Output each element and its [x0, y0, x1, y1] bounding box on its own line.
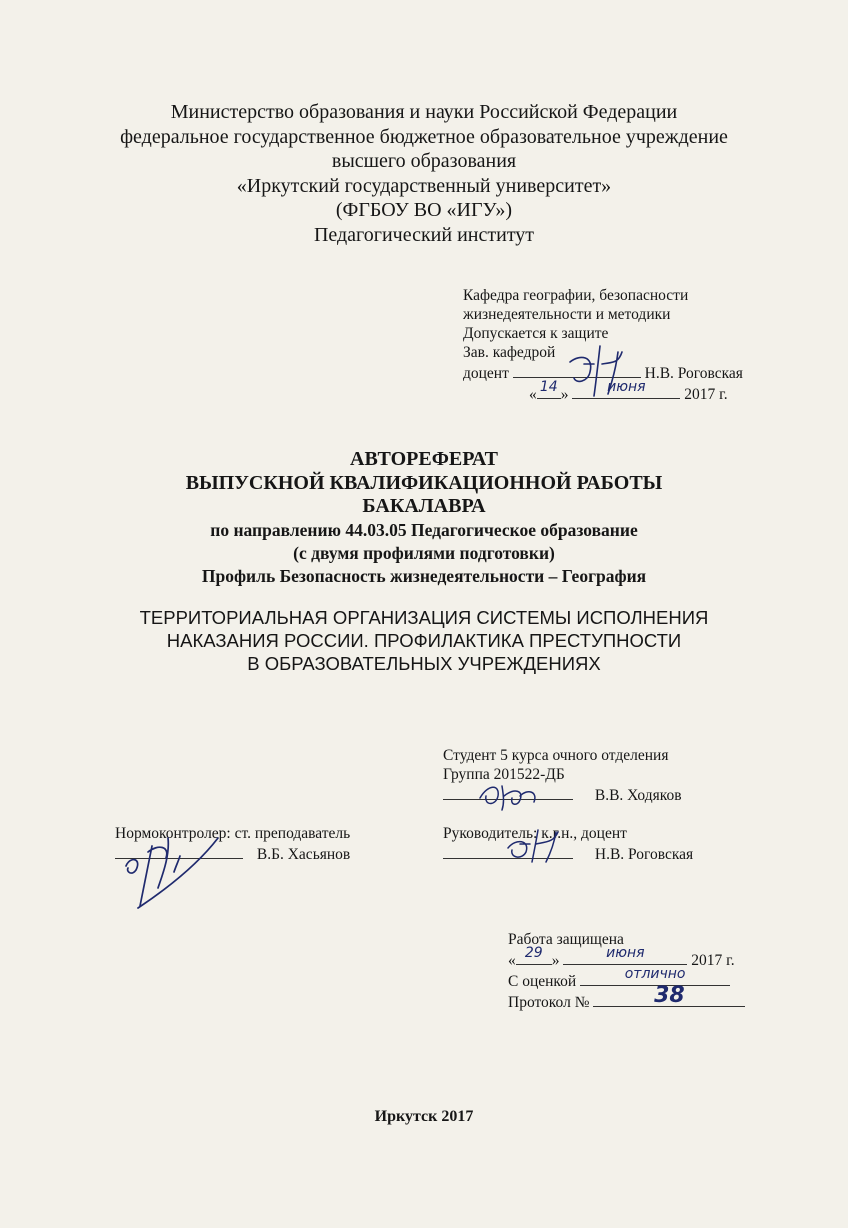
- thesis-topic: [0, 606, 848, 675]
- quote-close: »: [551, 952, 560, 969]
- grade-handwritten: отлично: [624, 966, 686, 982]
- protocol-line: [508, 983, 768, 1012]
- head-name: Н.В. Роговская: [644, 365, 743, 382]
- advisor-label: Руководитель: к.г.н., доцент: [443, 825, 627, 842]
- department-line-1: Кафедра географии, безопасности: [463, 287, 689, 304]
- approval-year: 2017 г.: [684, 386, 728, 403]
- student-name: В.В. Ходяков: [594, 787, 682, 804]
- day-handwritten: 14: [539, 379, 558, 395]
- head-of-department-label: Зав. кафедрой: [463, 344, 556, 361]
- university-abbr: (ФГБОУ ВО «ИГУ»): [335, 199, 513, 221]
- direction-line: по направлению 44.03.05 Педагогическое образование: [210, 520, 638, 540]
- quote-close: »: [560, 386, 569, 403]
- student-course-line: Студент 5 курса очного отделения: [443, 747, 669, 764]
- student-group-line: Группа 201522-ДБ: [443, 766, 565, 783]
- document-title: [0, 448, 848, 519]
- title-line-1: АВТОРЕФЕРАТ: [350, 448, 498, 470]
- title-line-2: ВЫПУСКНОЙ КВАЛИФИКАЦИОННОЙ РАБОТЫ: [185, 471, 663, 494]
- advisor-block: [443, 824, 743, 864]
- topic-line-1: ТЕРРИТОРИАЛЬНАЯ ОРГАНИЗАЦИЯ СИСТЕМЫ ИСПОЛНЕНИЯ: [139, 607, 709, 628]
- quote-open: «: [508, 952, 516, 969]
- profile-name-line: Профиль Безопасность жизнедеятельности – География: [201, 566, 647, 586]
- institute-name: Педагогический институт: [313, 223, 535, 246]
- protocol-label: Протокол №: [508, 994, 590, 1011]
- institution-type-line: федеральное государственное бюджетное образовательное учреждение: [120, 125, 728, 148]
- title-line-3: БАКАЛАВРА: [362, 495, 486, 517]
- defense-title: Работа защищена: [508, 931, 624, 948]
- education-level-line: высшего образования: [331, 150, 517, 172]
- admission-line: Допускается к защите: [463, 325, 609, 342]
- defense-block: [508, 930, 768, 1012]
- normcontrol-name: В.Б. Хасьянов: [256, 846, 351, 863]
- advisor-signature-icon: [500, 826, 570, 864]
- month-handwritten: июня: [607, 379, 646, 395]
- grade-label: С оценкой: [508, 973, 577, 990]
- topic-line-3: В ОБРАЗОВАТЕЛЬНЫХ УЧРЕЖДЕНИЯХ: [247, 653, 601, 674]
- advisor-signature-line: [443, 843, 743, 864]
- defense-year: 2017 г.: [691, 952, 735, 969]
- protocol-handwritten: 38: [654, 983, 685, 1008]
- day-blank: [537, 379, 561, 399]
- defense-day-handwritten: 29: [524, 945, 543, 961]
- head-role: доцент: [463, 365, 509, 382]
- university-name: «Иркутский государственный университет»: [236, 174, 612, 197]
- quote-open: «: [529, 386, 537, 403]
- student-signature-icon: [474, 778, 546, 812]
- profiles-line: (с двумя профилями подготовки): [293, 543, 555, 563]
- department-line-2: жизнедеятельности и методики: [463, 306, 671, 323]
- direction-block: [0, 519, 848, 588]
- ministry-line: Министерство образования и науки Российской Федерации: [170, 101, 678, 123]
- normcontrol-label: Нормоконтролер: ст. преподаватель: [115, 825, 351, 842]
- head-signature-icon: [560, 334, 632, 404]
- defense-month-handwritten: июня: [606, 945, 645, 961]
- defense-day-blank: [516, 945, 552, 965]
- advisor-name: Н.В. Роговская: [594, 846, 694, 863]
- normcontrol-signature-icon: [118, 826, 222, 910]
- city-year-footer: Иркутск 2017: [374, 1108, 474, 1125]
- protocol-blank: [593, 983, 745, 1008]
- institution-header: [0, 100, 848, 247]
- topic-line-2: НАКАЗАНИЯ РОССИИ. ПРОФИЛАКТИКА ПРЕСТУПНОСТИ: [166, 630, 682, 651]
- defense-month-blank: [563, 945, 687, 965]
